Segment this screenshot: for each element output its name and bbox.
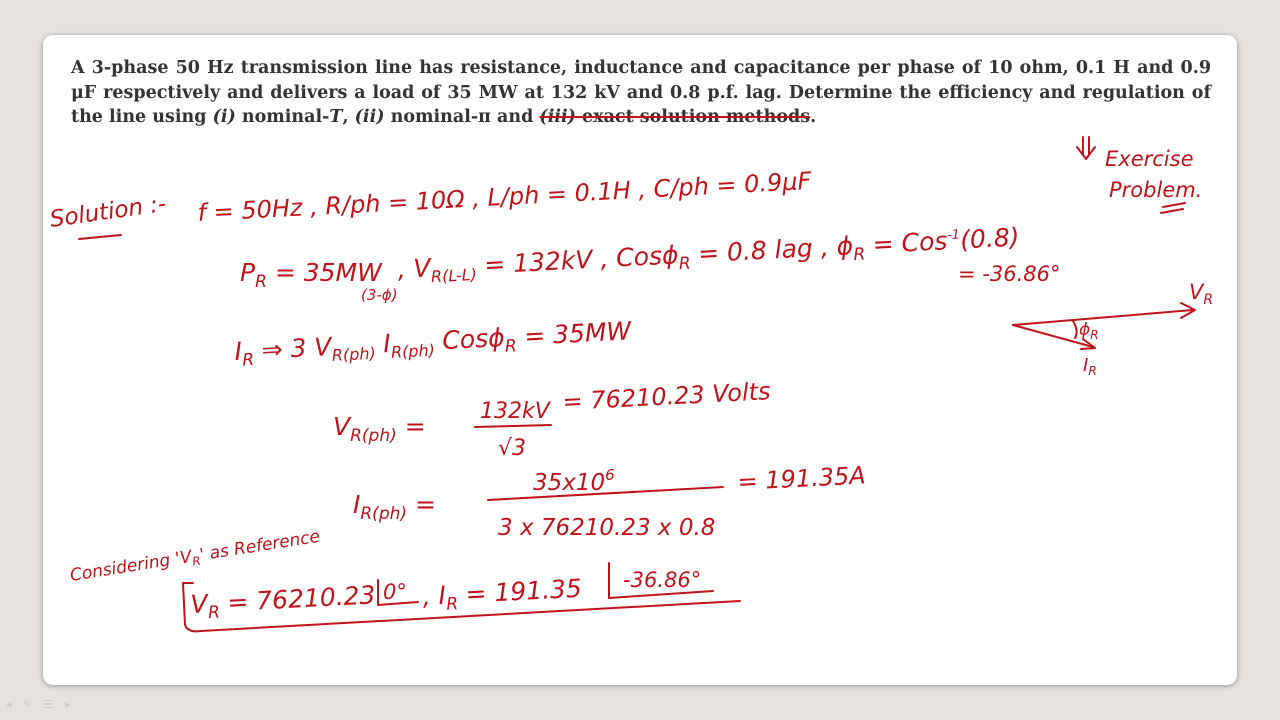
struck-text: exact solution methods [575,107,811,127]
slide [43,35,1237,685]
voltage-pf-line: , $V_{R(L-L)} = 132kV$ , Cosϕ$_R$ = 0.8 lag , $\phi_R = Cos^{-1}(0.8)$ [396,222,1021,287]
method-ii: (ii) [354,107,385,127]
fraction-numerator: $35x10^6$ [533,466,615,496]
ir-phasor-value: , $I_R = 191.35$ [421,573,583,615]
problem-label: Problem. [1109,178,1203,202]
problem-text: , [342,107,355,127]
phase-angle: = -36.86° [958,262,1061,286]
ir-angle: -36.86° [623,568,702,592]
next-arrow-icon[interactable]: ▸ [65,698,71,711]
problem-text: nominal-π and [384,107,540,127]
phase-current-lhs: $I_{R(ph)}$ = [353,490,436,524]
fraction-bar [488,487,723,500]
vr-phasor-line [1013,310,1193,325]
phase-current-result: = 191.35A [736,461,867,496]
phasor-angle-label: $\phi_R$ [1079,320,1099,342]
phase-voltage-lhs: $V_{R(ph)}$ = [333,412,426,446]
phasor-vr-label: $V_R$ [1189,280,1214,308]
angle-arc [1073,321,1077,338]
method-i: (i) [212,107,236,127]
problem-text: . [810,107,817,127]
phase-voltage-result: = 76210.23 Volts [561,377,772,416]
power-equation: $I_R$ ⇒ 3 $V_{R(ph)}$ $I_{R(ph)}$ Cosϕ$_R$ = 35MW [233,316,632,371]
slide-nav[interactable] [6,698,79,712]
vr-angle: 0° [383,580,407,604]
fraction-denominator: 3 x 76210.23 x 0.8 [498,515,716,541]
underline-mark [79,235,121,239]
down-arrow-icon [1077,137,1095,159]
phasor-ir-label: $I_R$ [1083,355,1097,378]
handwritten-notes [43,35,1237,685]
method-T: T [329,107,343,127]
problem-text: nominal- [235,107,330,127]
vr-phasor-value: $V_R = 76210.23$ [189,580,377,624]
solution-label: Solution :- [48,190,168,233]
reference-note: Considering '$V_R$' as Reference [68,526,322,586]
pen-icon[interactable]: ✎ [23,698,33,711]
fraction-numerator: 132kV [480,399,550,424]
exercise-label: Exercise [1105,147,1194,171]
fraction-denominator: √3 [498,436,527,461]
load-line: $P_R = 35MW$ [240,258,382,292]
problem-text: A 3-phase 50 Hz transmission line has resistance, inductance and capacitance per phase of 10 ohm, 0.1 H and 0.9 μF respectively and delivers a load of 35 MW at 132 kV and 0.8 p.f. lag. Determine the efficiency and regulation of the line using [71,58,1211,127]
underline-mark [1161,203,1185,213]
given-values: f = 50Hz , R/ph = 10Ω , L/ph = 0.1H , C/ph = 0.9μF [196,166,812,227]
prev-arrow-icon[interactable]: ◂ [6,698,12,711]
fraction-bar [475,425,551,427]
method-iii: (iii) [539,107,576,127]
menu-icon[interactable]: ☰ [43,698,54,711]
three-phase-note: (3-ϕ) [361,286,398,304]
